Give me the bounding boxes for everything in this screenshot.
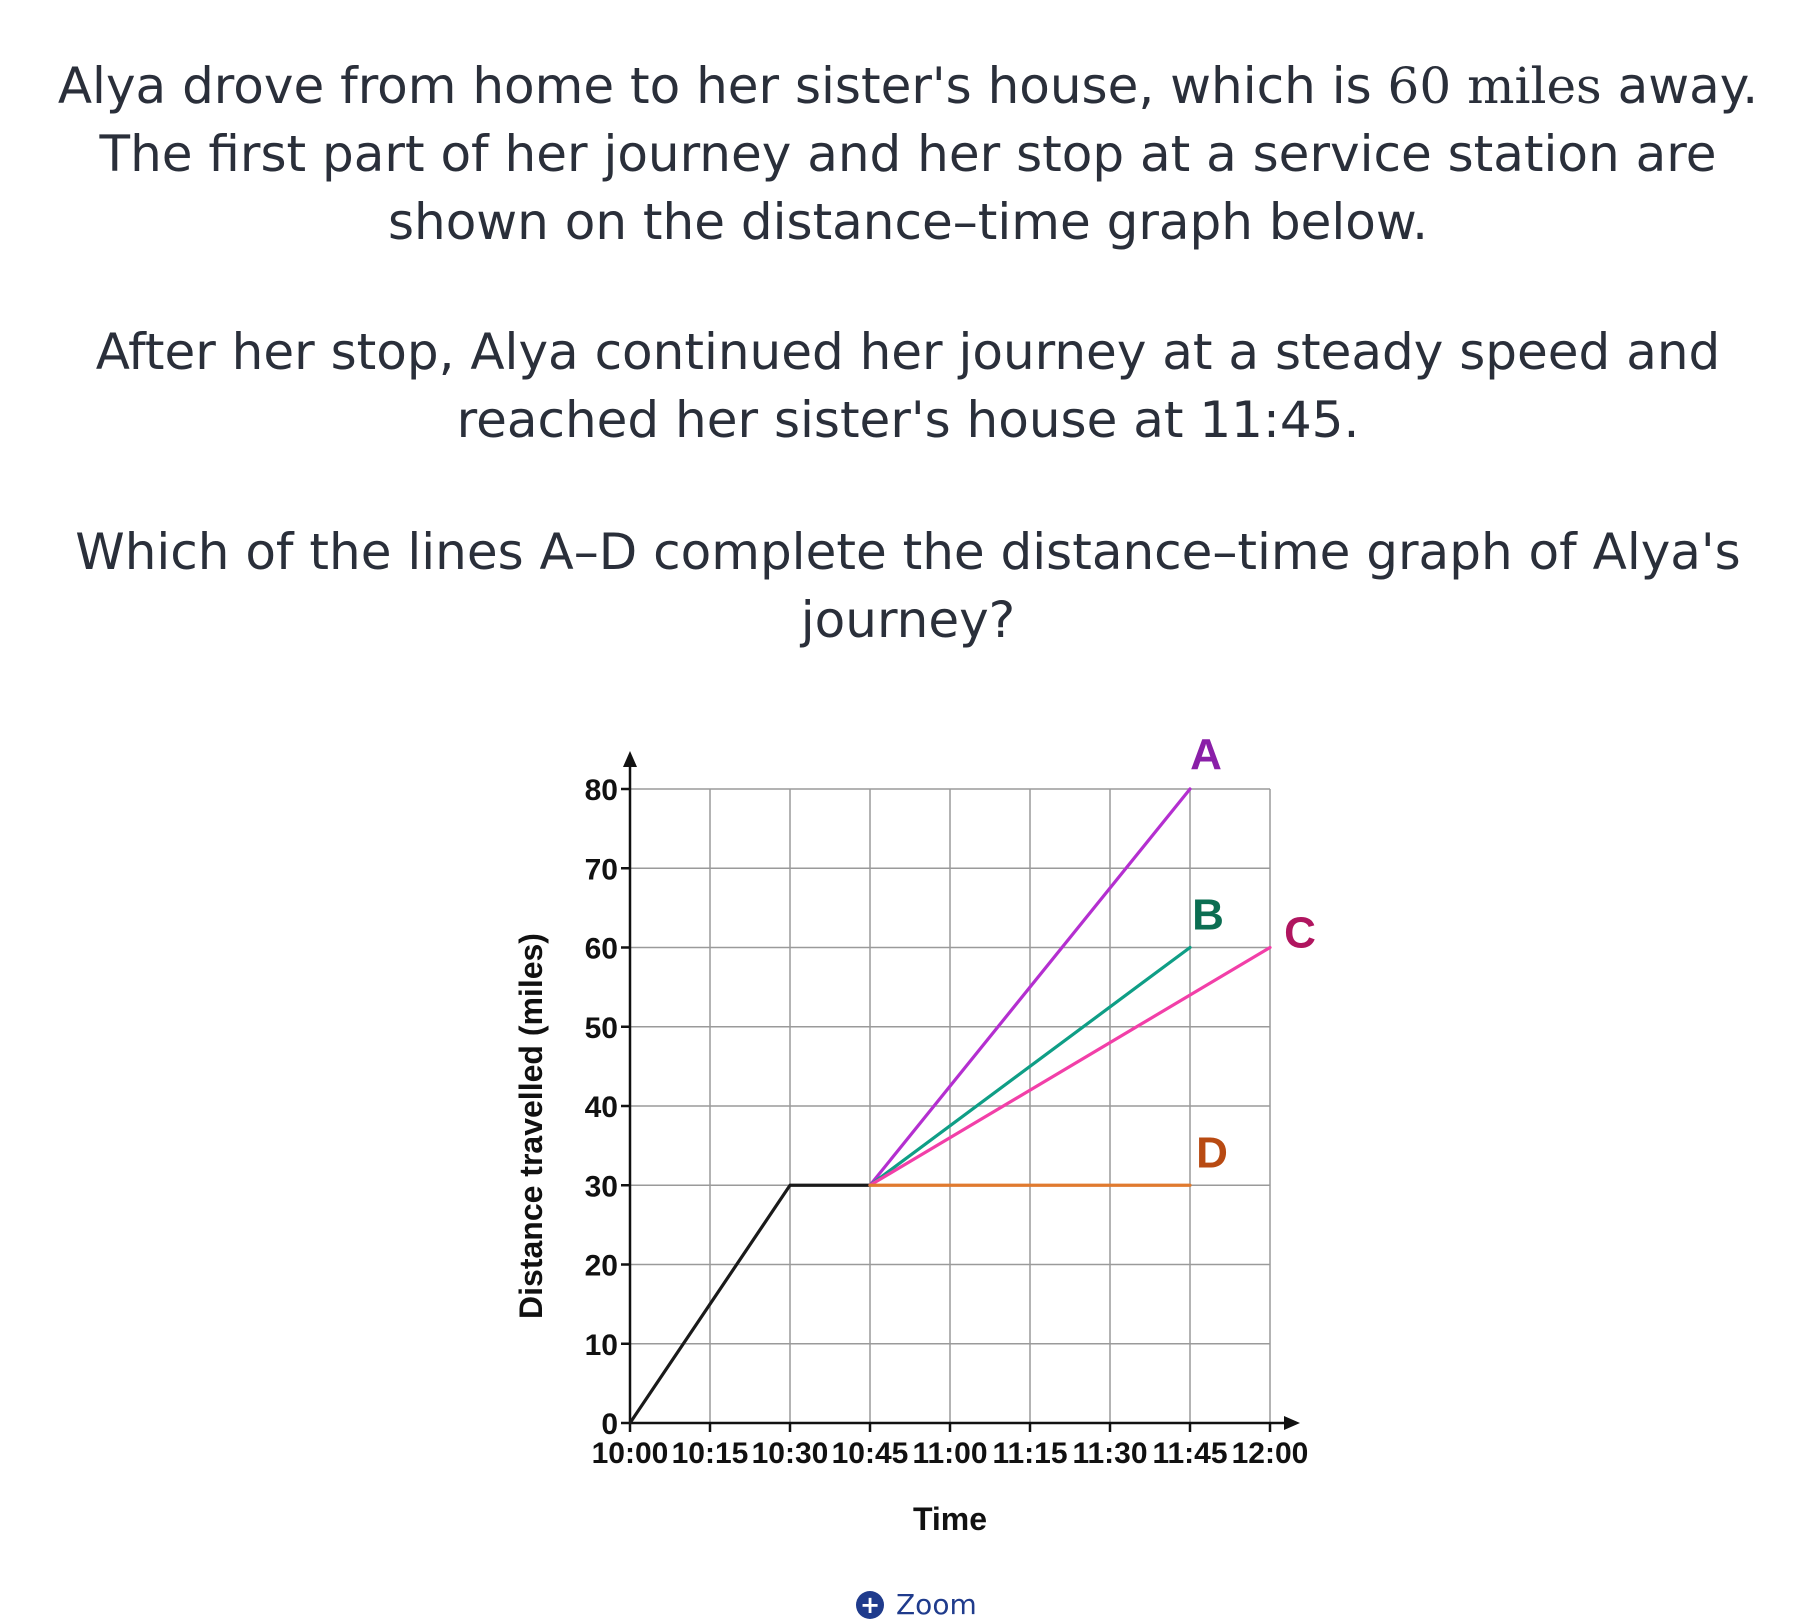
x-axis-arrow-icon <box>1284 1416 1300 1430</box>
y-tick-label: 20 <box>584 1249 618 1283</box>
label-a: A <box>1190 730 1222 779</box>
x-tick-label: 12:00 <box>1231 1437 1309 1470</box>
x-tick-label: 10:30 <box>751 1437 829 1470</box>
zoom-label: Zoom <box>896 1588 977 1621</box>
y-tick-label: 60 <box>584 932 618 966</box>
y-tick-label: 40 <box>584 1091 618 1124</box>
x-tick-label: 11:00 <box>912 1437 988 1470</box>
question-paragraph-2: After her stop, Alya continued her journey at a steady speed and reached her sister's house at 11:45. <box>95 323 1721 449</box>
journey-line <box>630 1185 870 1423</box>
x-tick-label: 11:45 <box>1152 1437 1228 1470</box>
x-tick-label: 11:15 <box>992 1437 1068 1470</box>
y-tick-label: 50 <box>584 1011 618 1045</box>
x-axis-title: Time <box>912 1501 988 1537</box>
x-tick-label: 11:30 <box>1072 1437 1148 1470</box>
question-text-1b: away. The first part of her journey and her stop at a service station are shown on the distance–time graph below. <box>99 57 1759 251</box>
distance-value: 60 <box>1387 57 1452 115</box>
label-d: D <box>1196 1128 1228 1178</box>
y-axis-title: Distance travelled (miles) <box>513 933 549 1319</box>
y-tick-label: 70 <box>584 853 618 887</box>
chart-grid <box>630 789 1270 1423</box>
y-tick-label: 80 <box>584 774 618 807</box>
distance-unit: miles <box>1467 57 1602 115</box>
zoom-in-icon: + <box>856 1591 884 1619</box>
x-tick-label: 10:00 <box>591 1437 669 1470</box>
x-tick-label: 10:45 <box>831 1437 909 1470</box>
x-tick-label: 10:15 <box>671 1437 749 1470</box>
y-tick-label: 10 <box>584 1328 618 1362</box>
y-axis-arrow-icon <box>623 751 637 767</box>
label-c: C <box>1284 908 1316 958</box>
chart-labels <box>1190 730 1316 1177</box>
y-tick-label: 0 <box>601 1408 618 1441</box>
y-tick-label: 30 <box>584 1170 618 1204</box>
question-text-1a: Alya drove from home to her sister's house, which is <box>57 57 1388 115</box>
label-b: B <box>1192 890 1224 940</box>
zoom-button[interactable] <box>856 1588 977 1621</box>
question-paragraph-3: Which of the lines A–D complete the distance–time graph of Alya's journey? <box>75 523 1741 649</box>
